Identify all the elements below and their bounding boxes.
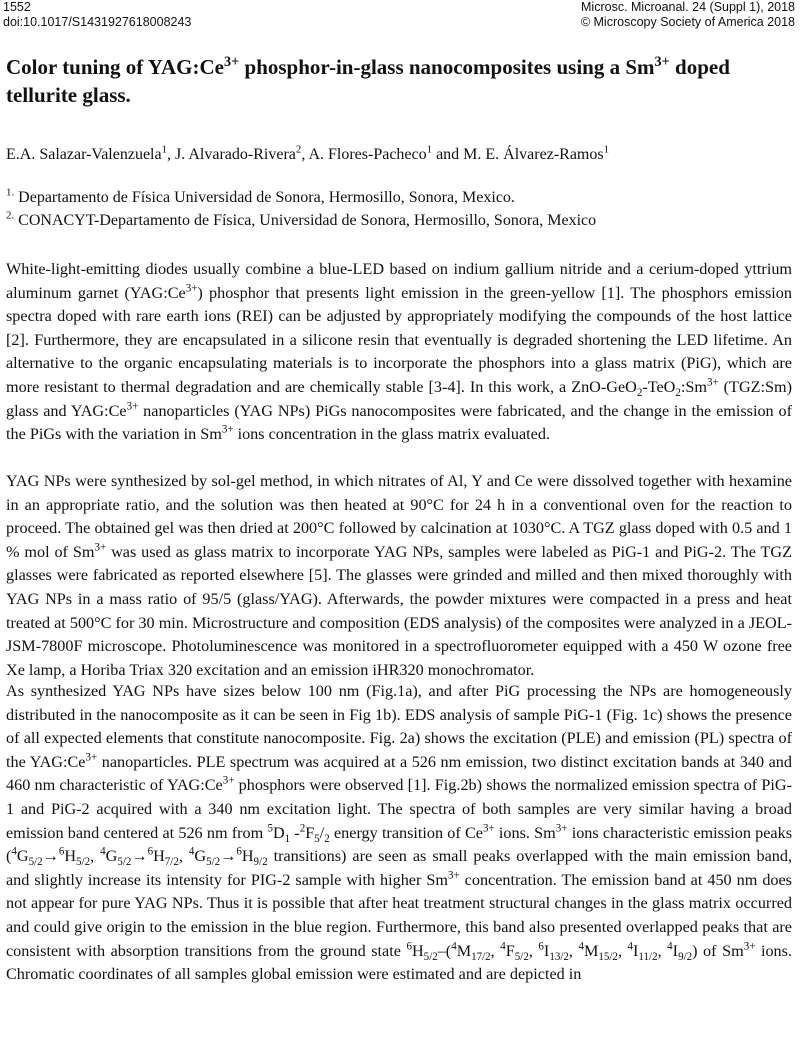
copyright: © Microscopy Society of America 2018 bbox=[580, 15, 795, 29]
paragraph-results: As synthesized YAG NPs have sizes below 100 nm (Fig.1a), and after PiG processing the NPs are homogeneously distributed in the nanocomposite as it can be seen in Fig 1b). EDS analysis of sample PiG-1 (Fig. 1c) shows the presence of all expected elements that constitute nanocomposite. Fig. 2a) shows the excitation (PLE) and emission (PL) spectra of the $YAG:Ce^{3+}$ nanoparticles. PLE spectrum was acquired at a 526 nm emission, two distinct excitation bands at 340 and 460 nm characteristic of $YAG:Ce^{3+}$ phosphors were observed [1]. Fig.2b) shows the normalized emission spectra of PiG-1 and PiG-2 acquired with a 340 nm excitation light. The spectra of both samples are very similar having a broad emission band centered at 526 nm from $^5D_1$ $-^2F_5/_2$ energy transition of $Ce^{3+}$ ions. $Sm^{3+}$ ions characteristic emission peaks ($^4G_{5/2}\to^6H_{5/2}$, $^4G_{5/2}\to^6H_{7/2}$, $^4G_{5/2}\to^6H_{9/2}$ transitions) are seen as small peaks overlapped with the main emission band, and slightly increase its intensity for PIG-2 sample with higher $Sm^{3+}$ concentration. The emission band at 450 nm does not appear for pure YAG NPs. Thus it is possible that after heat treatment structural changes in the glass matrix occurred and could give origin to the emission in the blue region. Furthermore, this band also presented overlapped peaks that are consistent with absorption transitions from the ground state $^6H_{5/2}-(^4M_{17/2}$, $^4F_{5/2}$, $^6I_{13/2}$, $^4M_{15/2}$, $^4I_{11/2}$, $^4I_{9/2}$) of $Sm^{3+}$ ions. Chromatic coordinates of all samples global emission were estimated and are depicted in bbox=[6, 682, 793, 984]
doi: doi:10.1017/S1431927618008243 bbox=[3, 15, 192, 29]
paper-title: Color tuning of $YAG:Ce^{3+}$ phosphor-in-glass nanocomposites using a $Sm^{3+}$ doped tellurite glass. bbox=[6, 54, 730, 107]
affiliation-2: $^{2.}$ CONACYT-Departamento de Física, Universidad de Sonora, Hermosillo, Sonora, Mexico bbox=[6, 209, 597, 229]
journal-citation: Microsc. Microanal. 24 (Suppl 1), 2018 bbox=[581, 0, 795, 14]
paragraph-methods: YAG NPs were synthesized by sol-gel method, in which nitrates of Al, Y and Ce were dissolved together with hexamine in an appropriate ratio, and the solution was then heated at 90°C for 24 h in a conventional oven for the reaction to proceed. The obtained gel was then dried at 200°C followed by calcination at 1030°C. A TGZ glass doped with 0.5 and 1 % mol of $Sm^{3+}$ was used as glass matrix to incorporate YAG NPs, samples were labeled as PiG-1 and PiG-2. The TGZ glasses were fabricated as reported elsewhere [5]. The glasses were grinded and milled and then mixed thoroughly with YAG NPs in a mass ratio of 95/5 (glass/YAG). Afterwards, the powder mixtures were compacted in a press and heat treated at 500°C for 30 min. Microstructure and composition (EDS analysis) of the composites were analyzed in a JEOL-JSM-7800F microscope. Photoluminescence was monitored in a spectrofluorometer equipped with a 450 W ozone free Xe lamp, a Horiba Triax 320 excitation and an emission iHR320 monochromator. bbox=[6, 472, 792, 679]
running-header bbox=[3, 0, 795, 30]
page-number: 1552 bbox=[3, 0, 31, 14]
affiliation-1: $^{1.}$ Departamento de Física Universidad de Sonora, Hermosillo, Sonora, Mexico. bbox=[6, 186, 515, 206]
paragraph-introduction: White-light-emitting diodes usually combine a blue-LED based on indium gallium nitride and a cerium-doped yttrium aluminum garnet $(YAG:Ce^{3+})$ phosphor that presents light emission in the green-yellow [1]. The phosphors emission spectra doped with rare earth ions (REI) can be adjusted by appropriately modifying the compounds of the host lattice [2]. Furthermore, they are encapsulated in a silicone resin that eventually is degraded shortening the LED lifetime. An alternative to the organic encapsulating materials is to incorporate the phosphors into a glass matrix (PiG), which are more resistant to thermal degradation and are chemically stable [3-4]. In this work, a ZnO-$GeO_2-TeO_2:Sm^{3+}$ (TGZ:Sm) glass and $YAG:Ce^{3+}$ nanoparticles (YAG NPs) PiGs nanocomposites were fabricated, and the change in the emission of the PiGs with the variation in $Sm^{3+}$ ions concentration in the glass matrix evaluated. bbox=[6, 260, 793, 444]
author-list: E.A. Salazar-Valenzuela$^1$, J. Alvarado-Rivera$^2$, A. Flores-Pacheco$^1$ and M. E. Álvarez-Ramos$^1$ bbox=[6, 143, 610, 163]
